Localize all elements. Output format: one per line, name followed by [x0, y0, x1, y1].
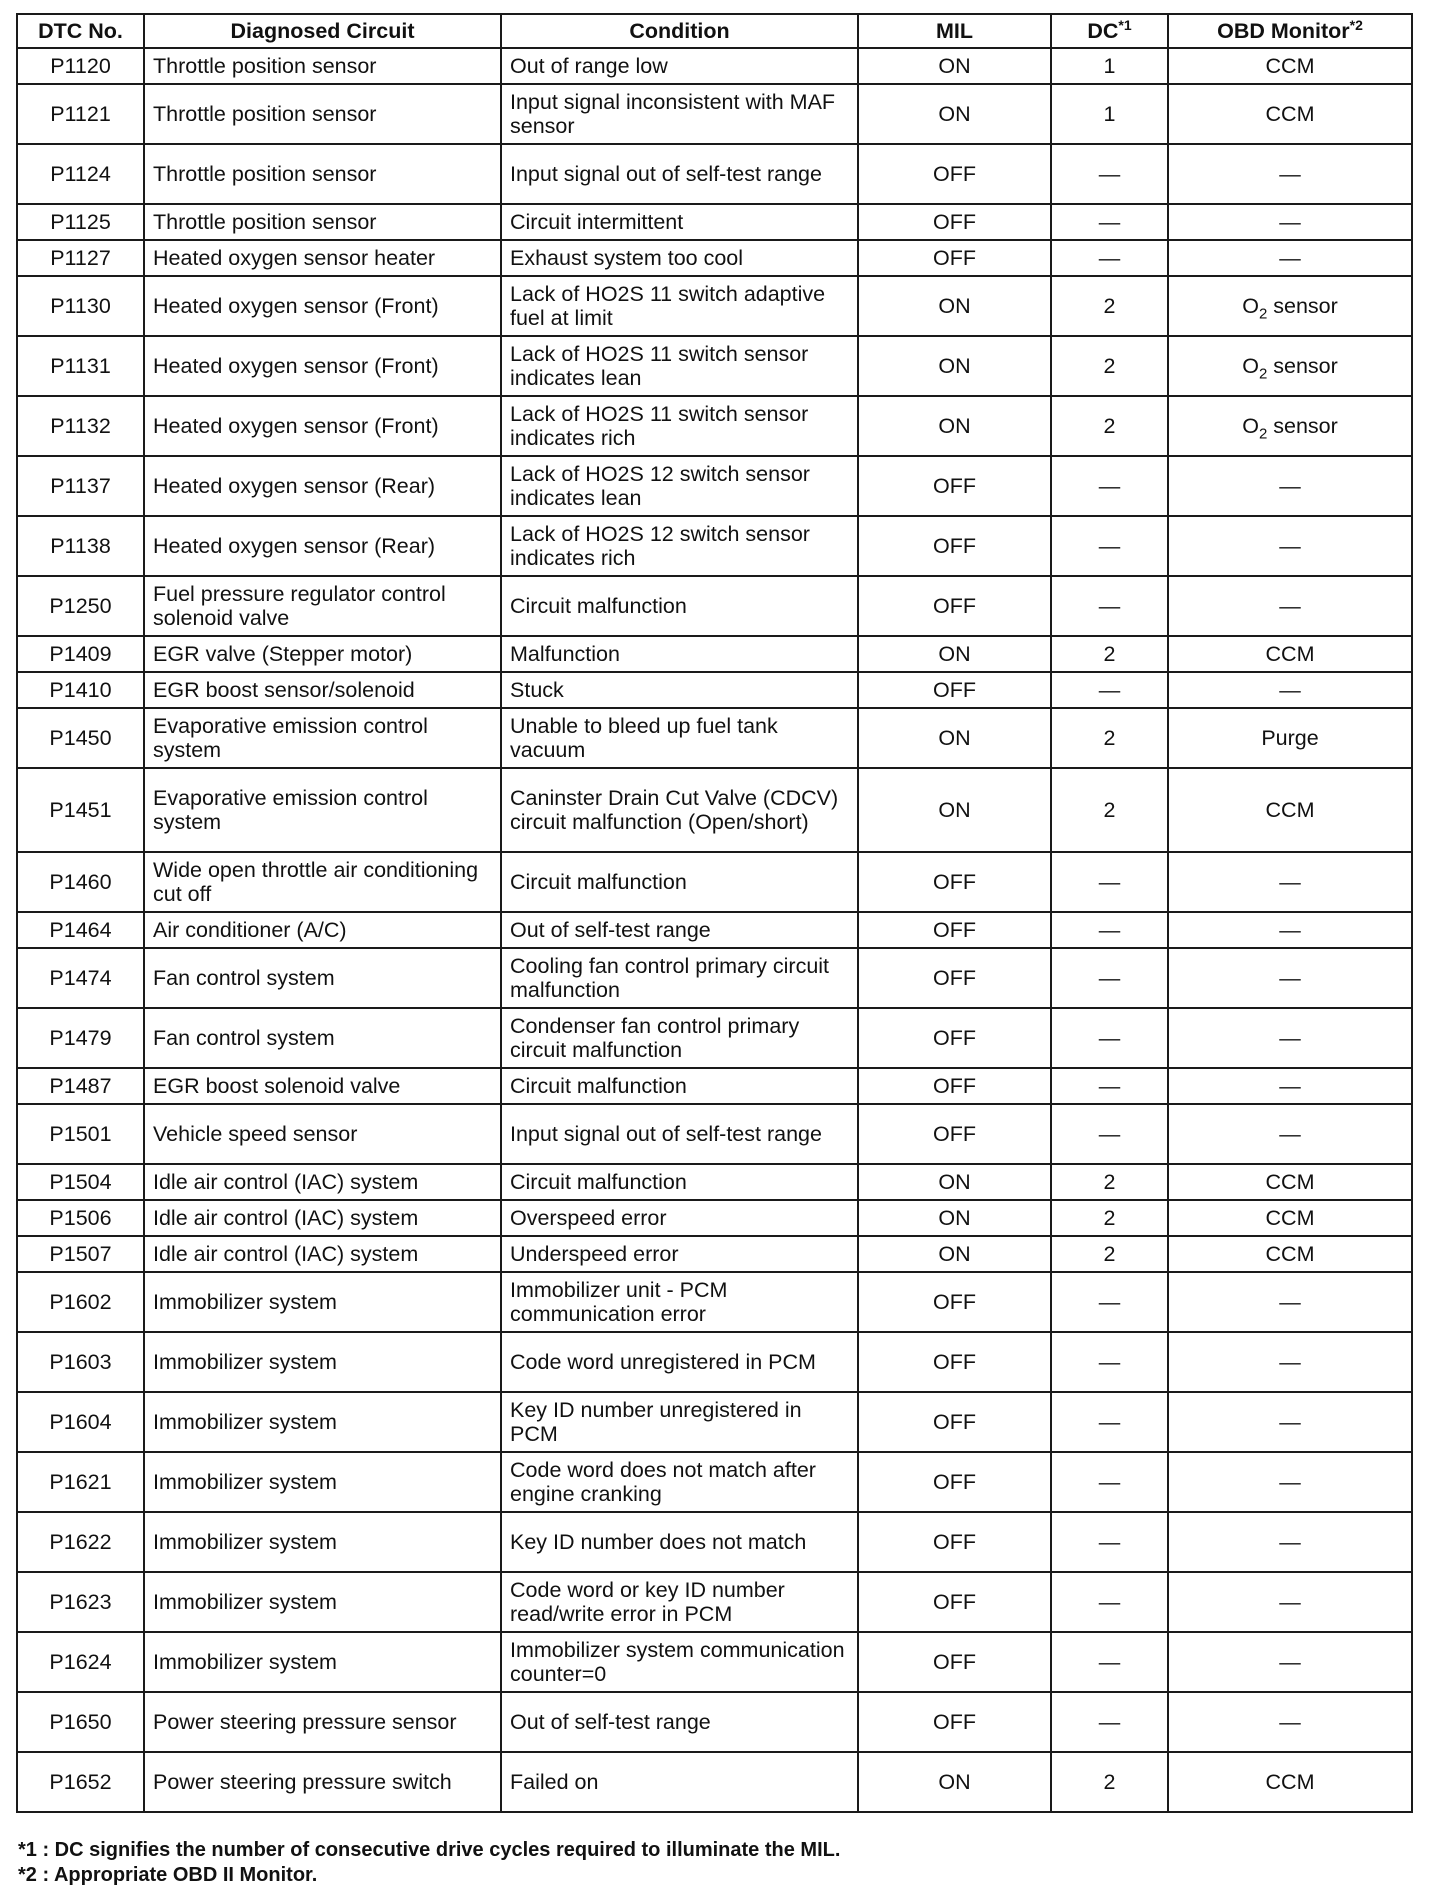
dc-cell: 2 [1051, 276, 1168, 336]
condition-cell: Unable to bleed up fuel tank vacuum [501, 708, 858, 768]
mil-cell: ON [858, 636, 1051, 672]
condition-cell: Malfunction [501, 636, 858, 672]
table-row [17, 1164, 1412, 1200]
table-row [17, 912, 1412, 948]
header-mil: MIL [858, 14, 1051, 48]
diagnosed-circuit-cell: Immobilizer system [144, 1392, 501, 1452]
mil-cell: OFF [858, 948, 1051, 1008]
dc-cell: — [1051, 852, 1168, 912]
condition-cell: Overspeed error [501, 1200, 858, 1236]
condition-cell: Circuit malfunction [501, 1068, 858, 1104]
table-row [17, 336, 1412, 396]
diagnosed-circuit-cell: Throttle position sensor [144, 204, 501, 240]
mil-cell: ON [858, 396, 1051, 456]
dtc-code-cell: P1604 [17, 1392, 144, 1452]
obd-monitor-cell: CCM [1168, 768, 1412, 852]
obd-monitor-suffix: sensor [1267, 354, 1338, 378]
dc-cell: 2 [1051, 1164, 1168, 1200]
diagnosed-circuit-cell: Immobilizer system [144, 1452, 501, 1512]
condition-cell: Lack of HO2S 11 switch sensor indicates lean [501, 336, 858, 396]
table-row [17, 456, 1412, 516]
obd-monitor-cell: CCM [1168, 48, 1412, 84]
table-row [17, 1008, 1412, 1068]
condition-cell: Lack of HO2S 11 switch adaptive fuel at limit [501, 276, 858, 336]
diagnosed-circuit-cell: Immobilizer system [144, 1572, 501, 1632]
dc-cell: — [1051, 948, 1168, 1008]
dtc-code-cell: P1474 [17, 948, 144, 1008]
condition-cell: Input signal out of self-test range [501, 1104, 858, 1164]
dc-cell: — [1051, 204, 1168, 240]
dc-cell: 1 [1051, 48, 1168, 84]
mil-cell: ON [858, 708, 1051, 768]
mil-cell: ON [858, 768, 1051, 852]
table-row [17, 396, 1412, 456]
obd-monitor-cell: — [1168, 948, 1412, 1008]
obd-monitor-cell: — [1168, 1692, 1412, 1752]
diagnosed-circuit-cell: Throttle position sensor [144, 84, 501, 144]
mil-cell: OFF [858, 1572, 1051, 1632]
condition-cell: Caninster Drain Cut Valve (CDCV) circuit malfunction (Open/short) [501, 768, 858, 852]
diagnosed-circuit-cell: Throttle position sensor [144, 48, 501, 84]
dc-cell: — [1051, 576, 1168, 636]
dc-cell: — [1051, 1392, 1168, 1452]
mil-cell: OFF [858, 1512, 1051, 1572]
dtc-code-cell: P1124 [17, 144, 144, 204]
table-row [17, 276, 1412, 336]
condition-cell: Input signal inconsistent with MAF sensor [501, 84, 858, 144]
obd-monitor-cell: — [1168, 1272, 1412, 1332]
table-row [17, 1632, 1412, 1692]
condition-cell: Exhaust system too cool [501, 240, 858, 276]
diagnosed-circuit-cell: Power steering pressure switch [144, 1752, 501, 1812]
obd-monitor-text: O [1242, 354, 1259, 378]
dc-cell: 2 [1051, 1236, 1168, 1272]
diagnosed-circuit-cell: EGR boost solenoid valve [144, 1068, 501, 1104]
footnote-marker-2: *2 [1349, 16, 1363, 33]
dc-cell: — [1051, 1632, 1168, 1692]
diagnosed-circuit-cell: Idle air control (IAC) system [144, 1236, 501, 1272]
dtc-table [16, 13, 1413, 1813]
table-row [17, 672, 1412, 708]
footnotes [18, 1838, 840, 1888]
mil-cell: ON [858, 84, 1051, 144]
dc-cell: 2 [1051, 336, 1168, 396]
table-row [17, 1452, 1412, 1512]
obd-monitor-cell: CCM [1168, 1236, 1412, 1272]
table-row [17, 1392, 1412, 1452]
dc-cell: — [1051, 240, 1168, 276]
table-row [17, 1236, 1412, 1272]
table-row [17, 768, 1412, 852]
table-row [17, 1752, 1412, 1812]
mil-cell: ON [858, 276, 1051, 336]
table-row [17, 948, 1412, 1008]
dtc-code-cell: P1504 [17, 1164, 144, 1200]
diagnosed-circuit-cell: Fuel pressure regulator control solenoid valve [144, 576, 501, 636]
obd-monitor-cell: — [1168, 672, 1412, 708]
table-row [17, 84, 1412, 144]
dtc-code-cell: P1409 [17, 636, 144, 672]
diagnosed-circuit-cell: Heated oxygen sensor heater [144, 240, 501, 276]
mil-cell: ON [858, 1200, 1051, 1236]
table-row [17, 1068, 1412, 1104]
footnote-2: *2 : Appropriate OBD II Monitor. [18, 1864, 318, 1886]
obd-monitor-cell: — [1168, 1452, 1412, 1512]
diagnosed-circuit-cell: Vehicle speed sensor [144, 1104, 501, 1164]
obd-monitor-cell: — [1168, 1008, 1412, 1068]
condition-cell: Immobilizer unit - PCM communication error [501, 1272, 858, 1332]
dtc-table-container [16, 13, 1411, 1813]
dtc-code-cell: P1464 [17, 912, 144, 948]
table-row [17, 1272, 1412, 1332]
dc-cell: — [1051, 1104, 1168, 1164]
header-condition: Condition [501, 14, 858, 48]
dc-cell: 1 [1051, 84, 1168, 144]
obd-monitor-cell: — [1168, 456, 1412, 516]
diagnosed-circuit-cell: Heated oxygen sensor (Rear) [144, 456, 501, 516]
dc-cell: 2 [1051, 396, 1168, 456]
dtc-code-cell: P1623 [17, 1572, 144, 1632]
dc-cell: — [1051, 1692, 1168, 1752]
mil-cell: OFF [858, 1632, 1051, 1692]
table-row [17, 1104, 1412, 1164]
dtc-code-cell: P1621 [17, 1452, 144, 1512]
obd-monitor-cell [1168, 336, 1412, 396]
mil-cell: ON [858, 1164, 1051, 1200]
condition-cell: Stuck [501, 672, 858, 708]
dtc-code-cell: P1602 [17, 1272, 144, 1332]
table-row [17, 708, 1412, 768]
obd-monitor-cell: — [1168, 1572, 1412, 1632]
dtc-code-cell: P1131 [17, 336, 144, 396]
dtc-code-cell: P1121 [17, 84, 144, 144]
dc-cell: 2 [1051, 636, 1168, 672]
diagnosed-circuit-cell: EGR boost sensor/solenoid [144, 672, 501, 708]
dtc-code-cell: P1650 [17, 1692, 144, 1752]
obd-monitor-cell: CCM [1168, 1200, 1412, 1236]
obd-monitor-text: O [1242, 414, 1259, 438]
diagnosed-circuit-cell: Power steering pressure sensor [144, 1692, 501, 1752]
table-row [17, 1200, 1412, 1236]
condition-cell: Lack of HO2S 12 switch sensor indicates rich [501, 516, 858, 576]
table-row [17, 576, 1412, 636]
diagnosed-circuit-cell: Heated oxygen sensor (Rear) [144, 516, 501, 576]
dc-cell: — [1051, 1512, 1168, 1572]
diagnosed-circuit-cell: Evaporative emission control system [144, 768, 501, 852]
dtc-code-cell: P1130 [17, 276, 144, 336]
mil-cell: ON [858, 1752, 1051, 1812]
condition-cell: Code word or key ID number read/write error in PCM [501, 1572, 858, 1632]
table-row [17, 144, 1412, 204]
table-row [17, 1512, 1412, 1572]
dtc-code-cell: P1137 [17, 456, 144, 516]
obd-monitor-suffix: sensor [1267, 414, 1338, 438]
condition-cell: Failed on [501, 1752, 858, 1812]
header-obd-monitor: OBD Monitor$^{*2}$ [1168, 14, 1412, 48]
condition-cell: Underspeed error [501, 1236, 858, 1272]
mil-cell: OFF [858, 1104, 1051, 1164]
mil-cell: OFF [858, 204, 1051, 240]
condition-cell: Lack of HO2S 12 switch sensor indicates lean [501, 456, 858, 516]
condition-cell: Lack of HO2S 11 switch sensor indicates rich [501, 396, 858, 456]
obd-monitor-cell: CCM [1168, 1752, 1412, 1812]
dc-cell: — [1051, 144, 1168, 204]
mil-cell: OFF [858, 1392, 1051, 1452]
obd-monitor-cell [1168, 396, 1412, 456]
mil-cell: OFF [858, 576, 1051, 636]
table-row [17, 1572, 1412, 1632]
header-diagnosed-circuit: Diagnosed Circuit [144, 14, 501, 48]
condition-cell: Input signal out of self-test range [501, 144, 858, 204]
dc-cell: — [1051, 672, 1168, 708]
diagnosed-circuit-cell: Evaporative emission control system [144, 708, 501, 768]
table-row [17, 1692, 1412, 1752]
mil-cell: OFF [858, 456, 1051, 516]
table-row [17, 852, 1412, 912]
table-row [17, 240, 1412, 276]
dc-cell: — [1051, 912, 1168, 948]
dtc-code-cell: P1250 [17, 576, 144, 636]
condition-cell: Circuit intermittent [501, 204, 858, 240]
mil-cell: OFF [858, 240, 1051, 276]
obd-monitor-cell: — [1168, 144, 1412, 204]
table-row [17, 1332, 1412, 1392]
diagnosed-circuit-cell: Fan control system [144, 948, 501, 1008]
condition-cell: Key ID number unregistered in PCM [501, 1392, 858, 1452]
dtc-code-cell: P1603 [17, 1332, 144, 1392]
table-header-row [17, 14, 1412, 48]
obd-monitor-cell: — [1168, 1332, 1412, 1392]
obd-monitor-text: O [1242, 294, 1259, 318]
diagnosed-circuit-cell: Immobilizer system [144, 1332, 501, 1392]
diagnosed-circuit-cell: Heated oxygen sensor (Front) [144, 336, 501, 396]
dc-cell: — [1051, 1452, 1168, 1512]
dc-cell: 2 [1051, 1752, 1168, 1812]
obd-monitor-subscript: 2 [1258, 425, 1268, 443]
table-row [17, 48, 1412, 84]
diagnosed-circuit-cell: Throttle position sensor [144, 144, 501, 204]
mil-cell: OFF [858, 1272, 1051, 1332]
dtc-code-cell: P1138 [17, 516, 144, 576]
mil-cell: ON [858, 1236, 1051, 1272]
condition-cell: Circuit malfunction [501, 1164, 858, 1200]
condition-cell: Condenser fan control primary circuit malfunction [501, 1008, 858, 1068]
dtc-code-cell: P1132 [17, 396, 144, 456]
obd-monitor-cell: — [1168, 240, 1412, 276]
dtc-code-cell: P1451 [17, 768, 144, 852]
dtc-code-cell: P1507 [17, 1236, 144, 1272]
dc-cell: — [1051, 1572, 1168, 1632]
obd-monitor-cell: — [1168, 1392, 1412, 1452]
table-row [17, 516, 1412, 576]
dc-cell: — [1051, 1068, 1168, 1104]
mil-cell: OFF [858, 1692, 1051, 1752]
condition-cell: Circuit malfunction [501, 576, 858, 636]
obd-monitor-cell: — [1168, 912, 1412, 948]
obd-monitor-cell: Purge [1168, 708, 1412, 768]
dc-cell: — [1051, 1332, 1168, 1392]
table-row [17, 636, 1412, 672]
condition-cell: Out of self-test range [501, 1692, 858, 1752]
obd-monitor-subscript: 2 [1258, 365, 1268, 383]
diagnosed-circuit-cell: Idle air control (IAC) system [144, 1200, 501, 1236]
mil-cell: OFF [858, 1452, 1051, 1512]
condition-cell: Code word unregistered in PCM [501, 1332, 858, 1392]
diagnosed-circuit-cell: Heated oxygen sensor (Front) [144, 396, 501, 456]
dc-cell: — [1051, 1008, 1168, 1068]
footnote-1: *1 : DC signifies the number of consecutive drive cycles required to illuminate the MIL. [18, 1839, 841, 1861]
mil-cell: OFF [858, 912, 1051, 948]
mil-cell: OFF [858, 672, 1051, 708]
dc-cell: — [1051, 516, 1168, 576]
mil-cell: ON [858, 336, 1051, 396]
diagnosed-circuit-cell: Heated oxygen sensor (Front) [144, 276, 501, 336]
mil-cell: OFF [858, 1332, 1051, 1392]
dtc-code-cell: P1622 [17, 1512, 144, 1572]
dtc-code-cell: P1120 [17, 48, 144, 84]
obd-monitor-cell: — [1168, 1068, 1412, 1104]
condition-cell: Cooling fan control primary circuit malfunction [501, 948, 858, 1008]
diagnosed-circuit-cell: Immobilizer system [144, 1272, 501, 1332]
header-dtc-no: DTC No. [17, 14, 144, 48]
obd-monitor-subscript: 2 [1258, 305, 1268, 323]
dc-cell: — [1051, 1272, 1168, 1332]
obd-monitor-cell: CCM [1168, 84, 1412, 144]
obd-monitor-cell [1168, 276, 1412, 336]
mil-cell: OFF [858, 852, 1051, 912]
diagnosed-circuit-cell: Wide open throttle air conditioning cut off [144, 852, 501, 912]
dtc-code-cell: P1410 [17, 672, 144, 708]
obd-monitor-cell: — [1168, 516, 1412, 576]
dc-cell: 2 [1051, 768, 1168, 852]
dtc-code-cell: P1501 [17, 1104, 144, 1164]
obd-monitor-cell: — [1168, 576, 1412, 636]
obd-monitor-suffix: sensor [1267, 294, 1338, 318]
dtc-code-cell: P1125 [17, 204, 144, 240]
condition-cell: Circuit malfunction [501, 852, 858, 912]
diagnosed-circuit-cell: Immobilizer system [144, 1512, 501, 1572]
dtc-code-cell: P1624 [17, 1632, 144, 1692]
mil-cell: OFF [858, 1008, 1051, 1068]
mil-cell: OFF [858, 1068, 1051, 1104]
obd-monitor-cell: CCM [1168, 1164, 1412, 1200]
condition-cell: Out of range low [501, 48, 858, 84]
dtc-code-cell: P1652 [17, 1752, 144, 1812]
diagnosed-circuit-cell: EGR valve (Stepper motor) [144, 636, 501, 672]
dc-cell: 2 [1051, 1200, 1168, 1236]
dc-cell: — [1051, 456, 1168, 516]
obd-monitor-cell: CCM [1168, 636, 1412, 672]
obd-monitor-cell: — [1168, 204, 1412, 240]
dtc-code-cell: P1450 [17, 708, 144, 768]
obd-monitor-cell: — [1168, 1512, 1412, 1572]
obd-monitor-cell: — [1168, 1632, 1412, 1692]
condition-cell: Code word does not match after engine cranking [501, 1452, 858, 1512]
condition-cell: Immobilizer system communication counter=0 [501, 1632, 858, 1692]
mil-cell: OFF [858, 144, 1051, 204]
diagnosed-circuit-cell: Fan control system [144, 1008, 501, 1068]
header-dc: DC$^{*1}$ [1051, 14, 1168, 48]
mil-cell: ON [858, 48, 1051, 84]
obd-monitor-cell: — [1168, 1104, 1412, 1164]
table-row [17, 204, 1412, 240]
diagnosed-circuit-cell: Immobilizer system [144, 1632, 501, 1692]
dtc-code-cell: P1506 [17, 1200, 144, 1236]
footnote-marker-1: *1 [1118, 16, 1132, 33]
obd-monitor-cell: — [1168, 852, 1412, 912]
diagnosed-circuit-cell: Idle air control (IAC) system [144, 1164, 501, 1200]
condition-cell: Key ID number does not match [501, 1512, 858, 1572]
mil-cell: OFF [858, 516, 1051, 576]
dtc-code-cell: P1479 [17, 1008, 144, 1068]
condition-cell: Out of self-test range [501, 912, 858, 948]
dtc-code-cell: P1460 [17, 852, 144, 912]
dtc-code-cell: P1487 [17, 1068, 144, 1104]
dtc-code-cell: P1127 [17, 240, 144, 276]
dc-cell: 2 [1051, 708, 1168, 768]
diagnosed-circuit-cell: Air conditioner (A/C) [144, 912, 501, 948]
